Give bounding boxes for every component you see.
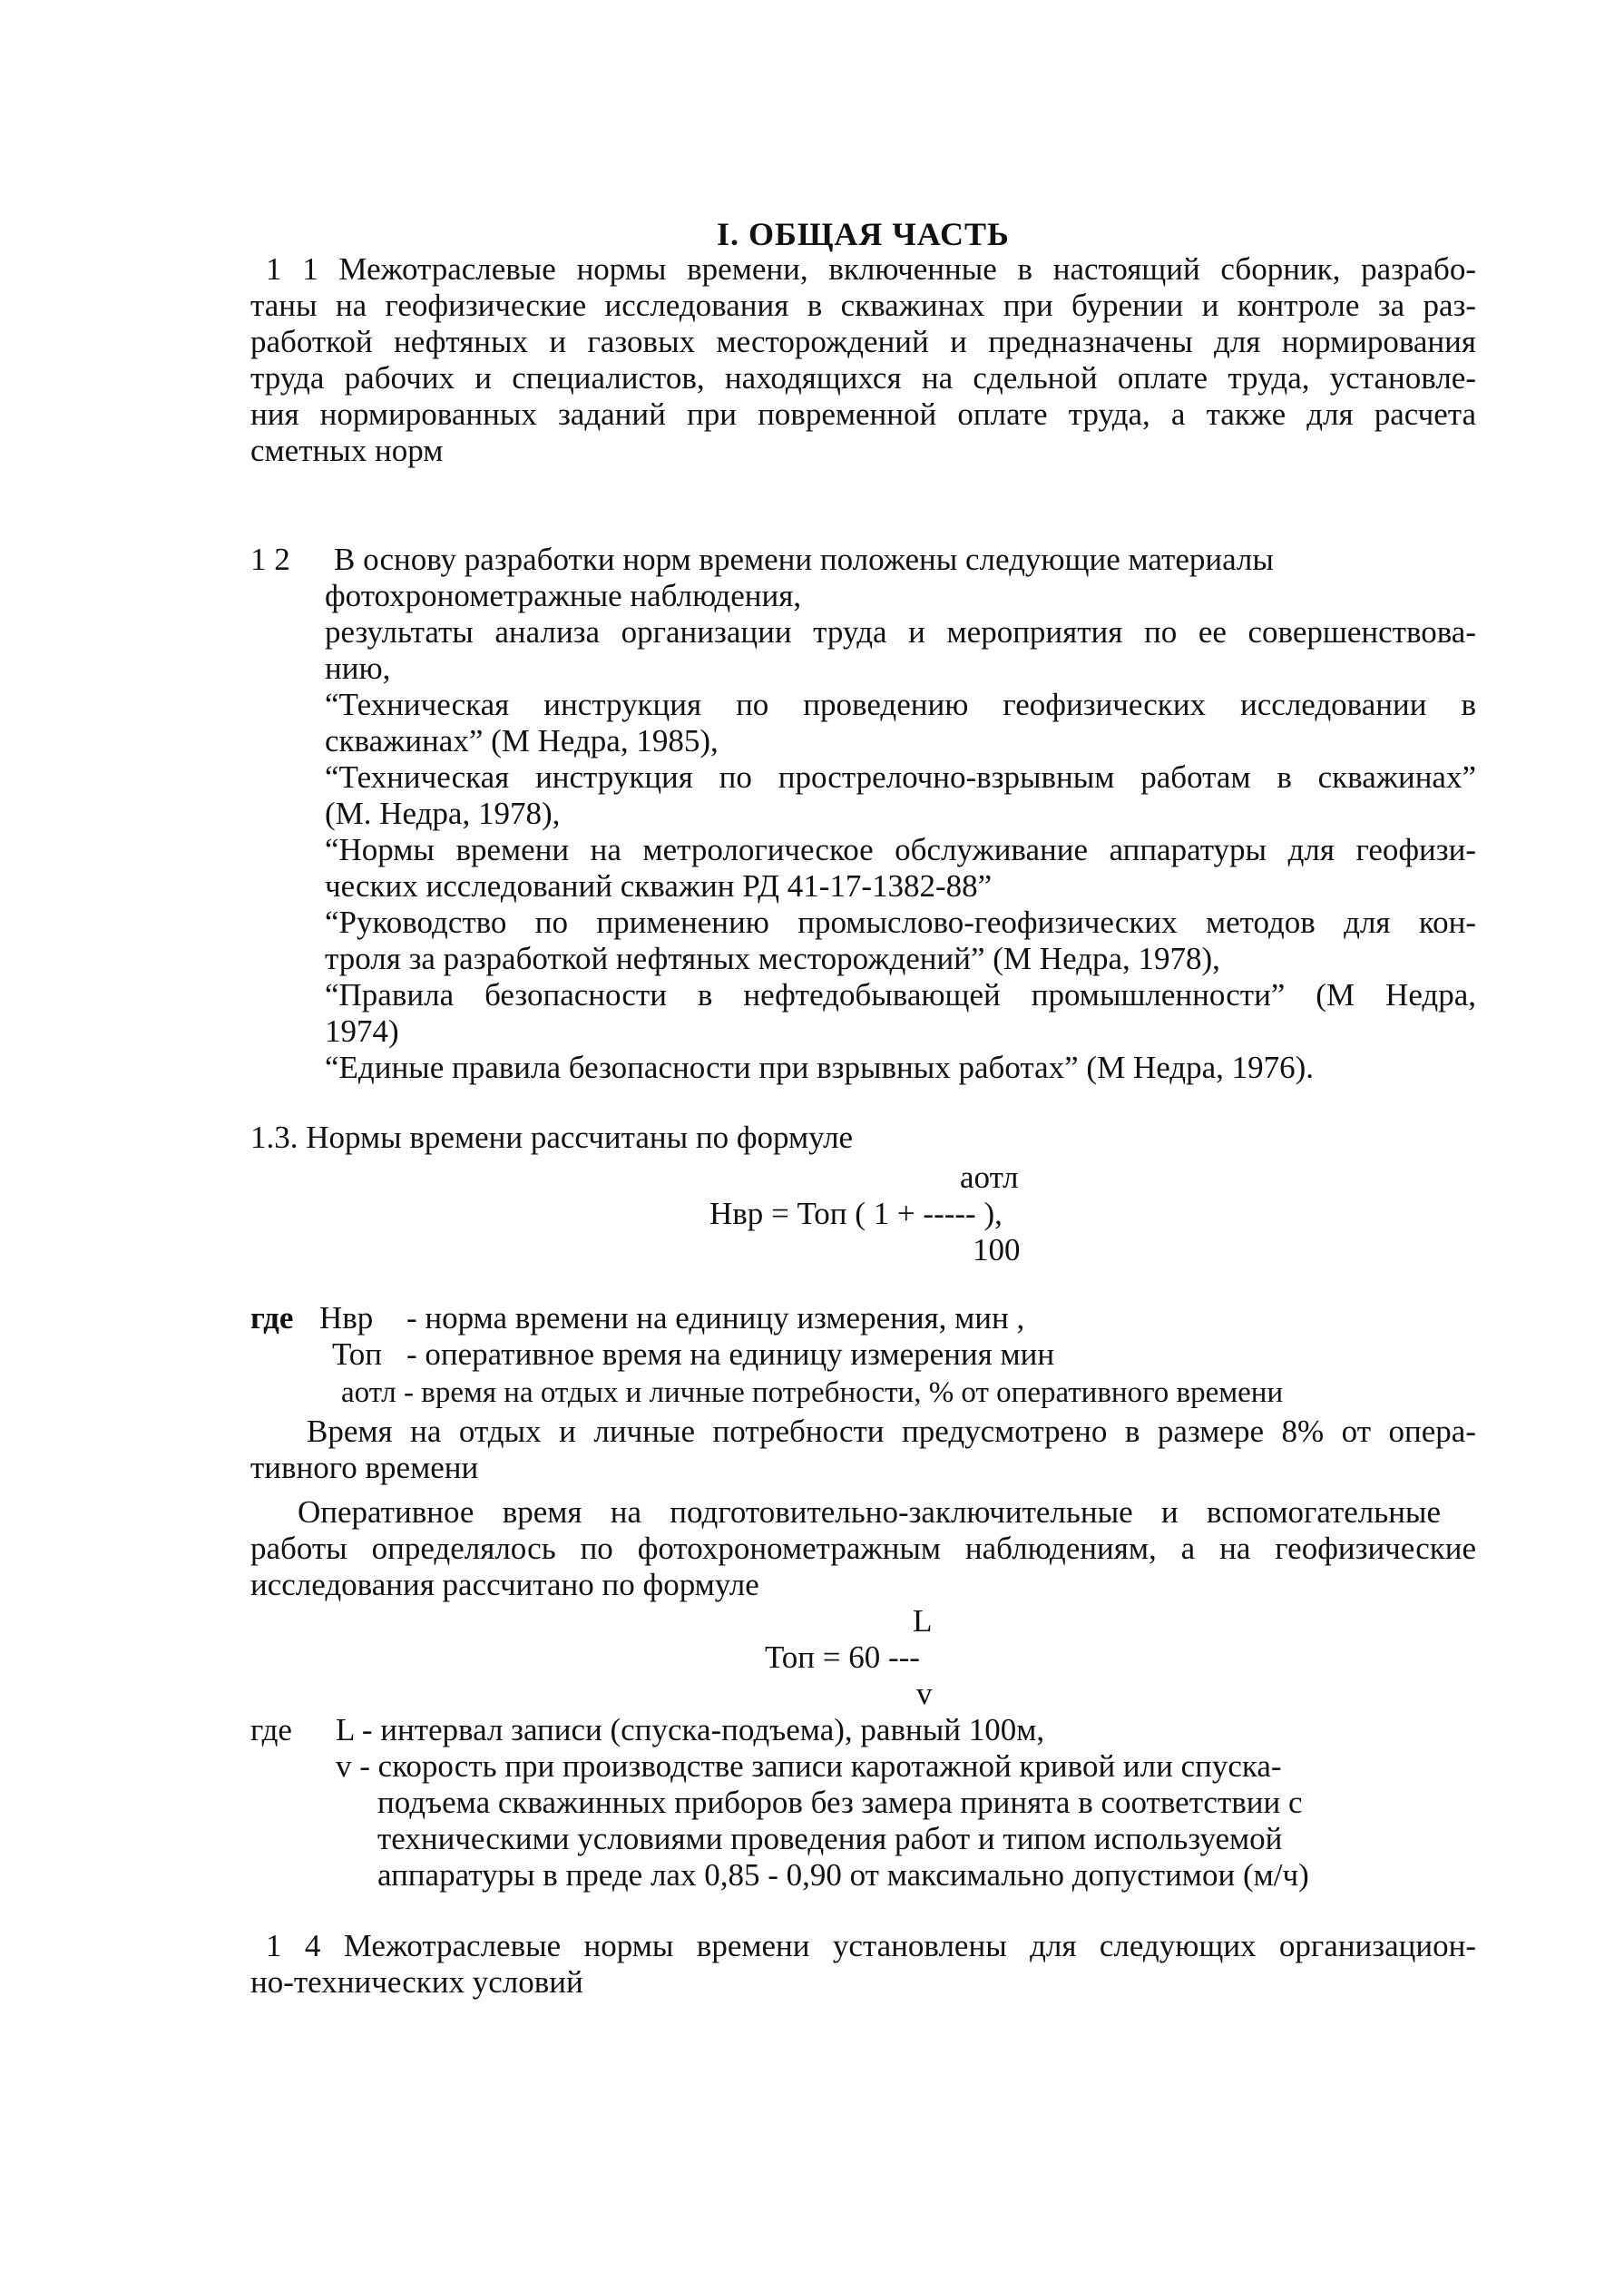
p14-line: 1 4 Межотраслевые нормы времени установлены для следующих организацион- xyxy=(266,1928,1476,1963)
p12-line: “Техническая инструкция по проведению геофизических исследовании в xyxy=(325,687,1476,722)
p12-line: “Техническая инструкция по прострелочно-взрывным работам в скважинах” xyxy=(325,759,1476,795)
p12-line: фотохронометражные наблюдения, xyxy=(325,578,802,613)
p14-line: но-технических условий xyxy=(250,1964,583,2000)
p11-line: 1 1 Межотраслевые нормы времени, включенные в настоящий сборник, разрабо- xyxy=(266,251,1476,287)
formula2-main: Топ = 60 --- xyxy=(765,1639,920,1675)
p12-number: 1 2 xyxy=(250,542,290,577)
def-aotl: аотл - время на отдых и личные потребности, % от оперативного времени xyxy=(341,1376,1284,1409)
p11-line: ния нормированных заданий при повременной оплате труда, а также для расчета xyxy=(250,396,1476,432)
p11-line: сметных норм xyxy=(250,433,444,468)
p12-line: “Правила безопасности в нефтедобывающей промышленности” (М Недра, xyxy=(325,977,1476,1013)
p12-line: нию, xyxy=(325,651,391,686)
p12-line: ческих исследований скважин РД 41-17-1382-88” xyxy=(325,868,993,904)
oper-line: исследования рассчитано по формуле xyxy=(250,1567,759,1602)
formula2-numerator: L xyxy=(913,1603,933,1639)
rest-line: Время на отдых и личные потребности предусмотрено в размере 8% от опера- xyxy=(307,1414,1476,1449)
formula1-numerator: аотл xyxy=(960,1160,1019,1195)
p12-line: “Руководство по применению промыслово-геофизических методов для кон- xyxy=(325,905,1476,940)
def-nvr-text: - норма времени на единицу измерения, мин , xyxy=(406,1300,1025,1336)
p12-line: “Нормы времени на метрологическое обслуживание аппаратуры для геофизи- xyxy=(325,832,1476,867)
p12-line: 1974) xyxy=(325,1013,399,1049)
section-title: I. ОБЩАЯ ЧАСТЬ xyxy=(717,216,1010,252)
rest-line: тивного времени xyxy=(250,1450,479,1485)
def-top-symbol: Топ xyxy=(332,1336,382,1372)
def-v-line: подъема скважинных приборов без замера принята в соответствии с xyxy=(377,1785,1303,1820)
p12-line: скважинах” (М Недра, 1985), xyxy=(325,723,719,758)
where-label-2: где xyxy=(250,1712,292,1747)
p12-line: (М. Недра, 1978), xyxy=(325,796,561,831)
def-l: L - интервал записи (спуска-подъема), равный 100м, xyxy=(336,1712,1045,1747)
p11-line: труда рабочих и специалистов, находящихся на сдельной оплате труда, установле- xyxy=(250,360,1476,396)
def-v-line: v - скорость при производстве записи каротажной кривой или спуска- xyxy=(336,1748,1282,1784)
p12-line: “Единые правила безопасности при взрывных работах” (М Недра, 1976). xyxy=(325,1050,1315,1085)
formula1-denominator: 100 xyxy=(973,1232,1021,1267)
p11-line: таны на геофизические исследования в скважинах при бурении и контроле за раз- xyxy=(250,288,1476,323)
p12-line: результаты анализа организации труда и мероприятия по ее совершенствова- xyxy=(325,614,1476,650)
where-label: где xyxy=(250,1300,294,1336)
p12-line: В основу разработки норм времени положены следующие материалы xyxy=(334,542,1274,577)
formula1-main: Нвр = Топ ( 1 + ----- ), xyxy=(709,1196,1003,1231)
def-top-text: - оперативное время на единицу измерения мин xyxy=(406,1336,1055,1372)
p12-line: троля за разработкой нефтяных месторождений” (М Недра, 1978), xyxy=(325,941,1220,976)
oper-line: работы определялось по фотохронометражным наблюдениям, а на геофизические xyxy=(250,1531,1476,1566)
oper-line: Оперативное время на подготовительно-заключительные и вспомогательные xyxy=(298,1494,1441,1530)
def-v-line: аппаратуры в преде лах 0,85 - 0,90 от максимально допустимои (м/ч) xyxy=(377,1857,1309,1893)
p11-line: работкой нефтяных и газовых месторождений и предназначены для нормирования xyxy=(250,324,1476,359)
formula2-denominator: v xyxy=(916,1676,933,1711)
def-nvr-symbol: Нвр xyxy=(319,1300,374,1336)
p13-intro: 1.3. Нормы времени рассчитаны по формуле xyxy=(250,1120,854,1155)
def-v-line: техническими условиями проведения работ и типом используемой xyxy=(377,1821,1283,1856)
